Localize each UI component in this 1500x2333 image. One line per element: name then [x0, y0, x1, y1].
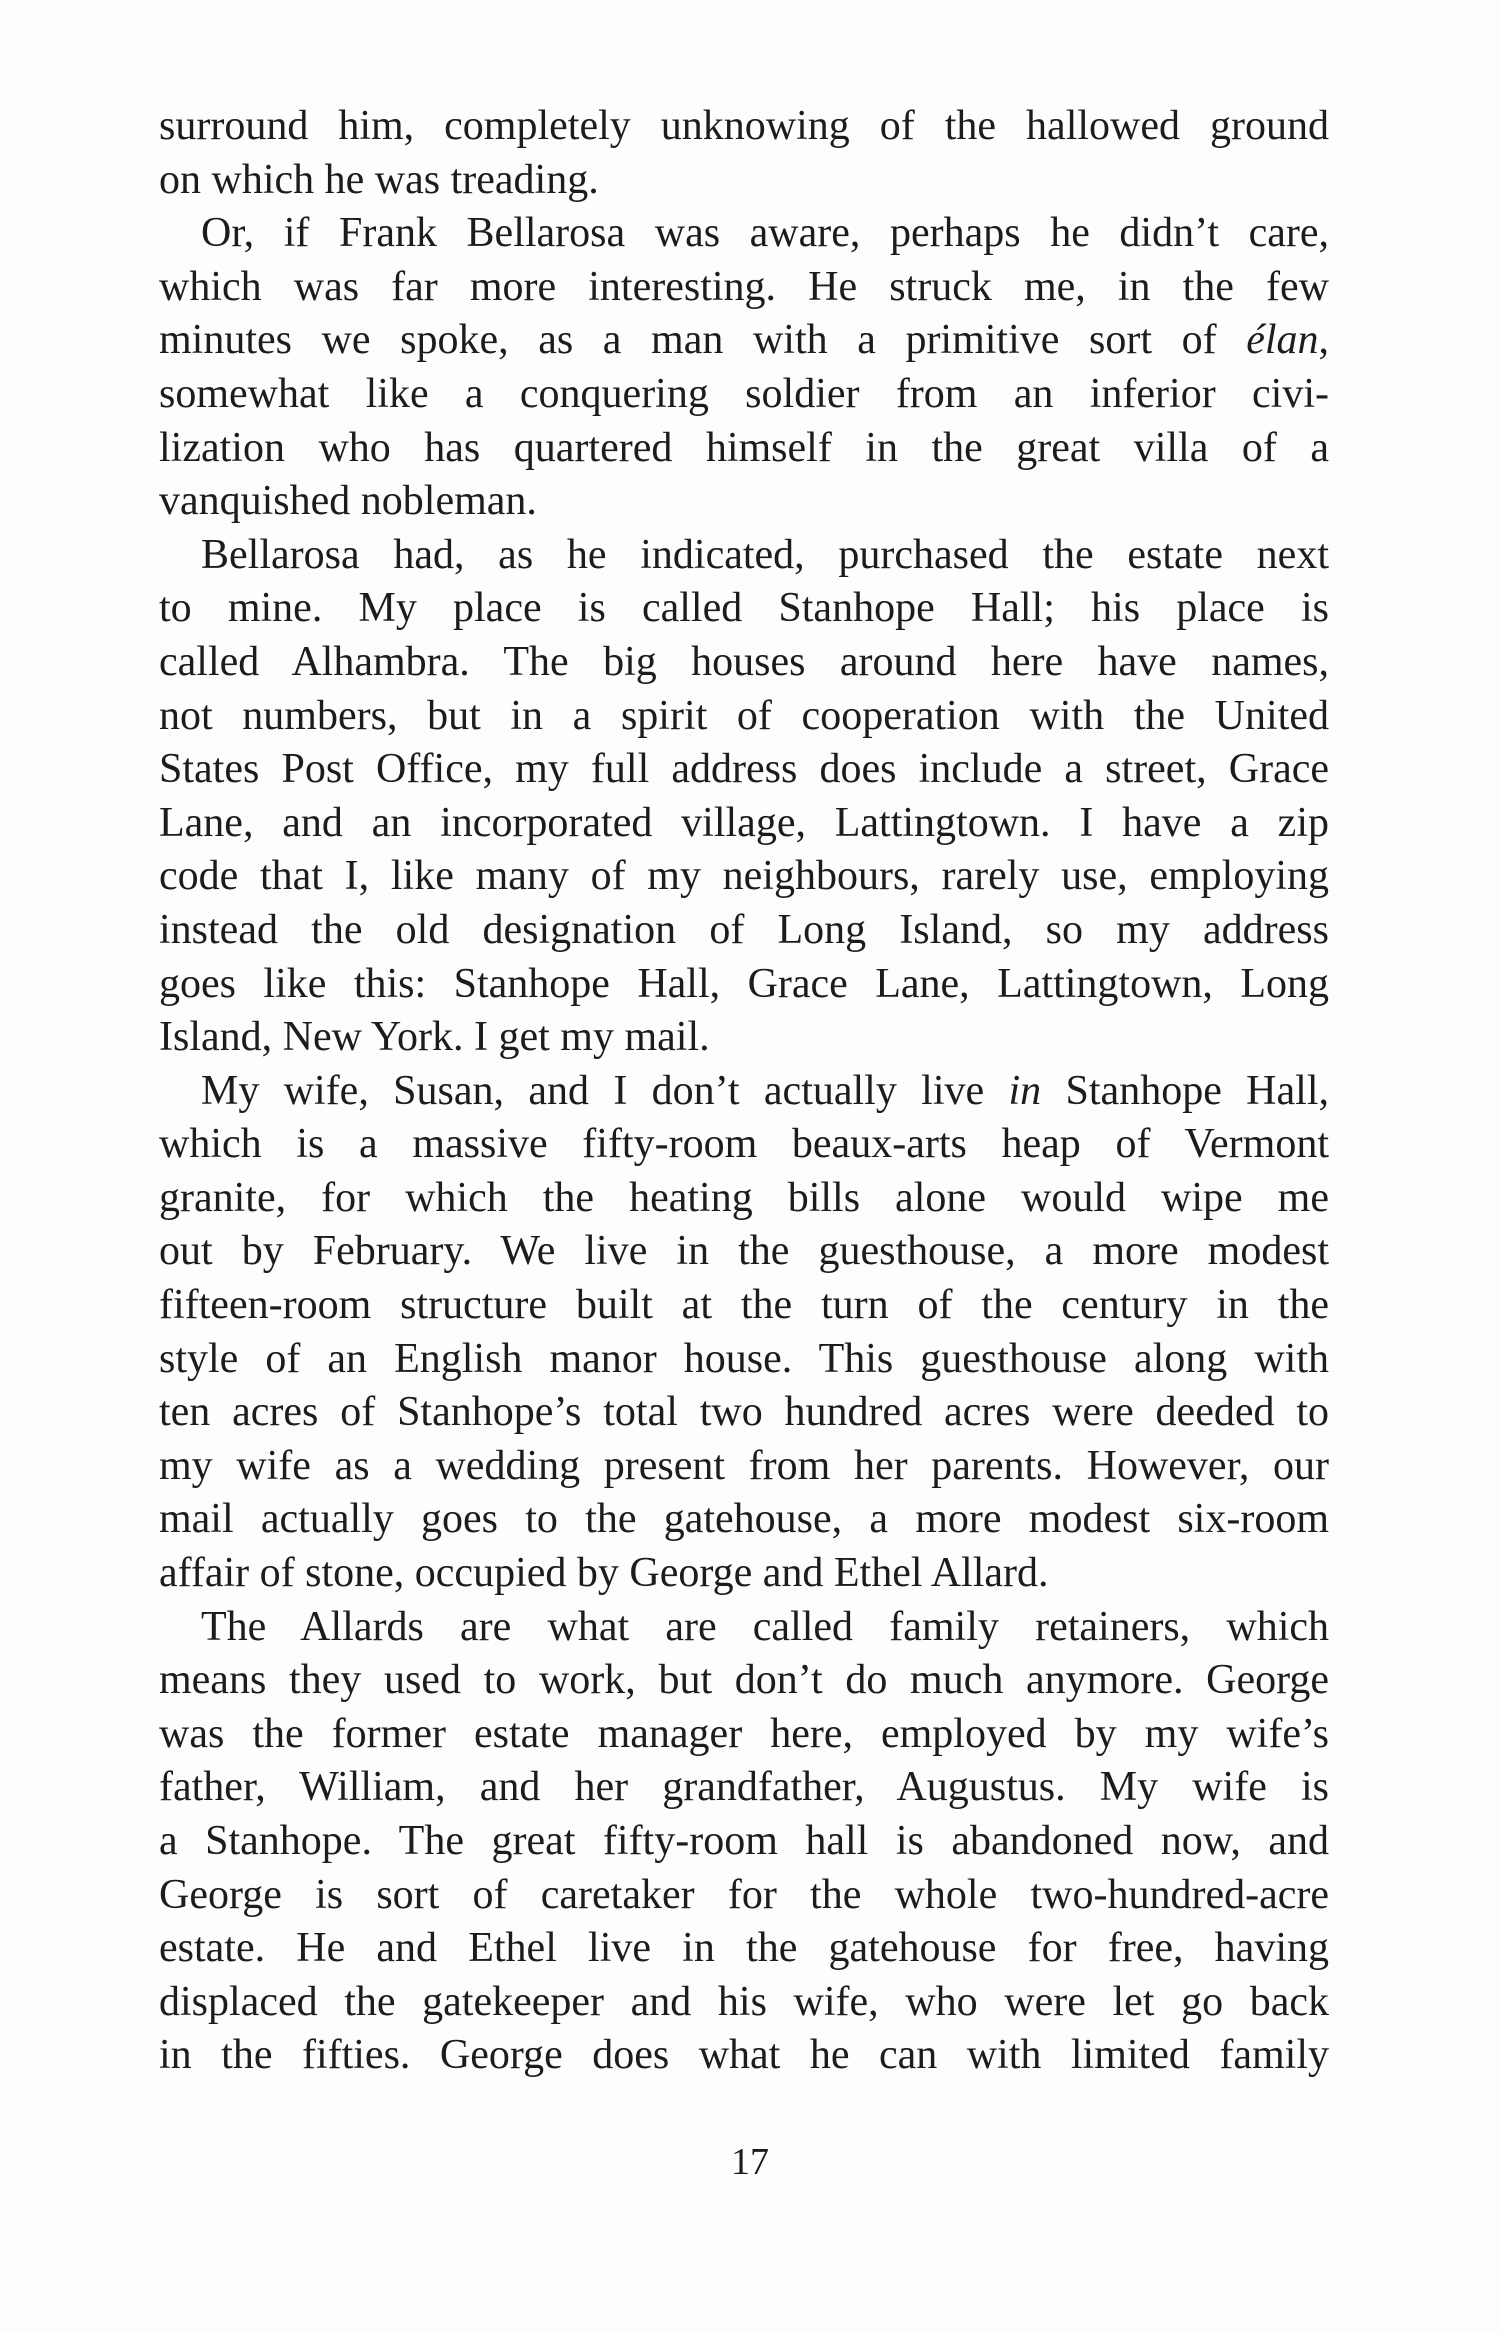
text-line: in the fifties. George does what he can with limited family: [159, 2032, 1329, 2079]
text-line: instead the old designation of Long Island, so my address: [159, 906, 1329, 953]
text-line: fifteen-room structure built at the turn of the century in the: [159, 1282, 1329, 1329]
text-line: minutes we spoke, as a man with a primitive sort of élan,: [159, 317, 1329, 364]
text-line: surround him, completely unknowing of the hallowed ground: [159, 103, 1329, 149]
text-line: granite, for which the heating bills alone would wipe me: [159, 1174, 1329, 1221]
text-line: States Post Office, my full address does include a street, Grace: [159, 746, 1329, 793]
text-line: Island, New York. I get my mail.: [159, 1014, 710, 1061]
text-line: was the former estate manager here, employed by my wife’s: [159, 1710, 1329, 1757]
text-line: Or, if Frank Bellarosa was aware, perhaps he didn’t care,: [201, 210, 1329, 257]
text-line: somewhat like a conquering soldier from an inferior civi-: [159, 370, 1329, 417]
text-line: affair of stone, occupied by George and Ethel Allard.: [159, 1550, 1049, 1597]
text-line: called Alhambra. The big houses around here have names,: [159, 638, 1329, 685]
text-line: code that I, like many of my neighbours, rarely use, employing: [159, 853, 1329, 900]
text-line: to mine. My place is called Stanhope Hall; his place is: [159, 585, 1329, 632]
text-line: a Stanhope. The great fifty-room hall is abandoned now, and: [159, 1818, 1329, 1864]
text-line: which was far more interesting. He struck me, in the few: [159, 263, 1329, 310]
text-line: on which he was treading.: [159, 156, 599, 203]
text-line: means they used to work, but don’t do much anymore. George: [159, 1657, 1329, 1704]
text-line: which is a massive fifty-room beaux-arts heap of Vermont: [159, 1121, 1329, 1168]
page-number: 17: [731, 2141, 769, 2183]
text-line: My wife, Susan, and I don’t actually live in Stanhope Hall,: [201, 1067, 1329, 1114]
text-line: ten acres of Stanhope’s total two hundred acres were deeded to: [159, 1389, 1329, 1436]
text-line: goes like this: Stanhope Hall, Grace Lane, Lattingtown, Long: [159, 960, 1329, 1007]
text-line: style of an English manor house. This guesthouse along with: [159, 1335, 1329, 1382]
text-line: lization who has quartered himself in the great villa of a: [159, 424, 1329, 471]
text-line: mail actually goes to the gatehouse, a more modest six-room: [159, 1496, 1329, 1543]
text-line: father, William, and her grandfather, Augustus. My wife is: [159, 1764, 1329, 1811]
text-line: out by February. We live in the guesthouse, a more modest: [159, 1228, 1329, 1275]
text-line: estate. He and Ethel live in the gatehouse for free, having: [159, 1925, 1329, 1972]
text-line: vanquished nobleman.: [159, 478, 537, 525]
text-line: Bellarosa had, as he indicated, purchased the estate next: [201, 531, 1329, 578]
text-line: not numbers, but in a spirit of cooperation with the United: [159, 692, 1329, 739]
text-line: The Allards are what are called family retainers, which: [201, 1603, 1329, 1650]
text-line: George is sort of caretaker for the whole two-hundred-acre: [159, 1871, 1329, 1918]
body-text: [159, 100, 1329, 2083]
text-line: Lane, and an incorporated village, Lattingtown. I have a zip: [159, 799, 1329, 846]
text-line: my wife as a wedding present from her parents. However, our: [159, 1442, 1329, 1489]
text-line: displaced the gatekeeper and his wife, who were let go back: [159, 1978, 1329, 2025]
